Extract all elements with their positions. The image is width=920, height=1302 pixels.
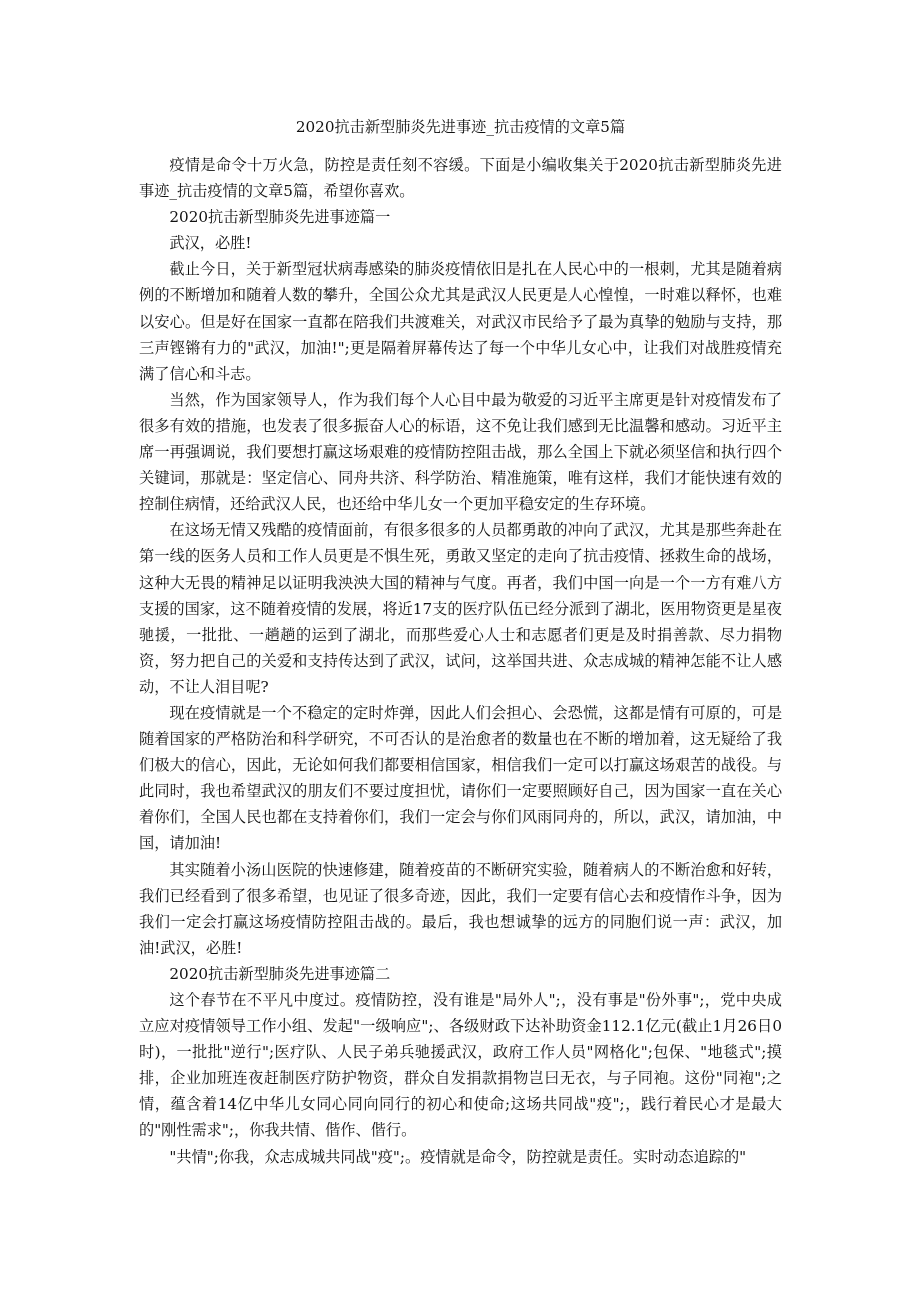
- paragraph: 当然，作为国家领导人，作为我们每个人心目中最为敬爱的习近平主席更是针对疫情发布了很多有效的措施，也发表了很多振奋人心的标语，这不免让我们感到无比温馨和感动。习近平主席一再强调说，我们要想打赢这场艰难的疫情防控阻击战，那么全国上下就必须坚信和执行四个关键词，那就是：坚定信心、同舟共济、科学防治、精准施策，唯有这样，我们才能快速有效的控制住病情，还给武汉人民，也还给中华儿女一个更加平稳安定的生存环境。: [139, 390, 782, 514]
- document-body: [139, 114, 782, 1170]
- paragraph: 在这场无情又残酷的疫情面前，有很多很多的人员都勇敢的冲向了武汉，尤其是那些奔赴在第一线的医务人员和工作人员更是不惧生死，勇敢又坚定的走向了抗击疫情、拯救生命的战场，这种大无畏的精神足以证明我泱泱大国的精神与气度。再者，我们中国一向是一个一方有难八方支援的国家，这不随着疫情的发展，将近17支的医疗队伍已经分派到了湖北，医用物资更是星夜驰援，一批批、一趟趟的运到了湖北，而那些爱心人士和志愿者们更是及时捐善款、尽力捐物资，努力把自己的关爱和支持传达到了武汉，试问，这举国共进、众志成城的精神怎能不让人感动，不让人泪目呢?: [139, 521, 782, 696]
- section-heading-1: 2020抗击新型肺炎先进事迹篇一: [169, 208, 391, 227]
- paragraph: 武汉，必胜!: [169, 234, 252, 253]
- document-title: 2020抗击新型肺炎先进事迹_抗击疫情的文章5篇: [295, 118, 626, 136]
- paragraph: 其实随着小汤山医院的快速修建，随着疫苗的不断研究实验，随着病人的不断治愈和好转，我们已经看到了很多希望，也见证了很多奇迹，因此，我们一定要有信心去和疫情作斗争，因为我们一定会打赢这场疫情防控阻击战的。最后，我也想诚挚的远方的同胞们说一声：武汉，加油!武汉，必胜!: [139, 860, 782, 957]
- paragraph: 现在疫情就是一个不稳定的定时炸弹，因此人们会担心、会恐慌，这都是情有可原的，可是随着国家的严格防治和科学研究，不可否认的是治愈者的数量也在不断的增加着，这无疑给了我们极大的信心，因此，无论如何我们都要相信国家，相信我们一定可以打赢这场艰苦的战役。与此同时，我也希望武汉的朋友们不要过度担忧，请你们一定要照顾好自己，因为国家一直在关心着你们，全国人民也都在支持着你们，我们一定会与你们风雨同舟的，所以，武汉，请加油，中国，请加油!: [139, 703, 782, 853]
- paragraph: 这个春节在不平凡中度过。疫情防控，没有谁是"局外人";，没有事是"份外事";，党中央成立应对疫情领导工作小组、发起"一级响应";、各级财政下达补助资金112.1亿元(截止1月26日0时)，一批批"逆行";医疗队、人民子弟兵驰援武汉，政府工作人员"网格化";包保、"地毯式";摸排，企业加班连夜赶制医疗防护物资，群众自发捐款捐物岂曰无衣，与子同袍。这份"同袍";之情，蕴含着14亿中华儿女同心同向同行的初心和使命;这场共同战"疫";，践行着民心才是最大的"刚性需求";，你我共情、偕作、偕行。: [139, 991, 782, 1140]
- paragraph: "共情";你我，众志成城共同战"疫";。疫情就是命令，防控就是责任。实时动态追踪的": [169, 1147, 747, 1166]
- section-heading-2: 2020抗击新型肺炎先进事迹篇二: [169, 964, 391, 983]
- intro-paragraph: 疫情是命令十万火急，防控是责任刻不容缓。下面是小编收集关于2020抗击新型肺炎先进事迹_抗击疫情的文章5篇，希望你喜欢。: [139, 156, 782, 201]
- paragraph: 截止今日，关于新型冠状病毒感染的肺炎疫情依旧是扎在人民心中的一根刺，尤其是随着病例的不断增加和随着人数的攀升，全国公众尤其是武汉人民更是人心惶惶，一时难以释怀，也难以安心。但是好在国家一直都在陪我们共渡难关，对武汉市民给予了最为真挚的勉励与支持，那三声铿锵有力的"武汉，加油!";更是隔着屏幕传达了每一个中华儿女心中，让我们对战胜疫情充满了信心和斗志。: [139, 260, 782, 383]
